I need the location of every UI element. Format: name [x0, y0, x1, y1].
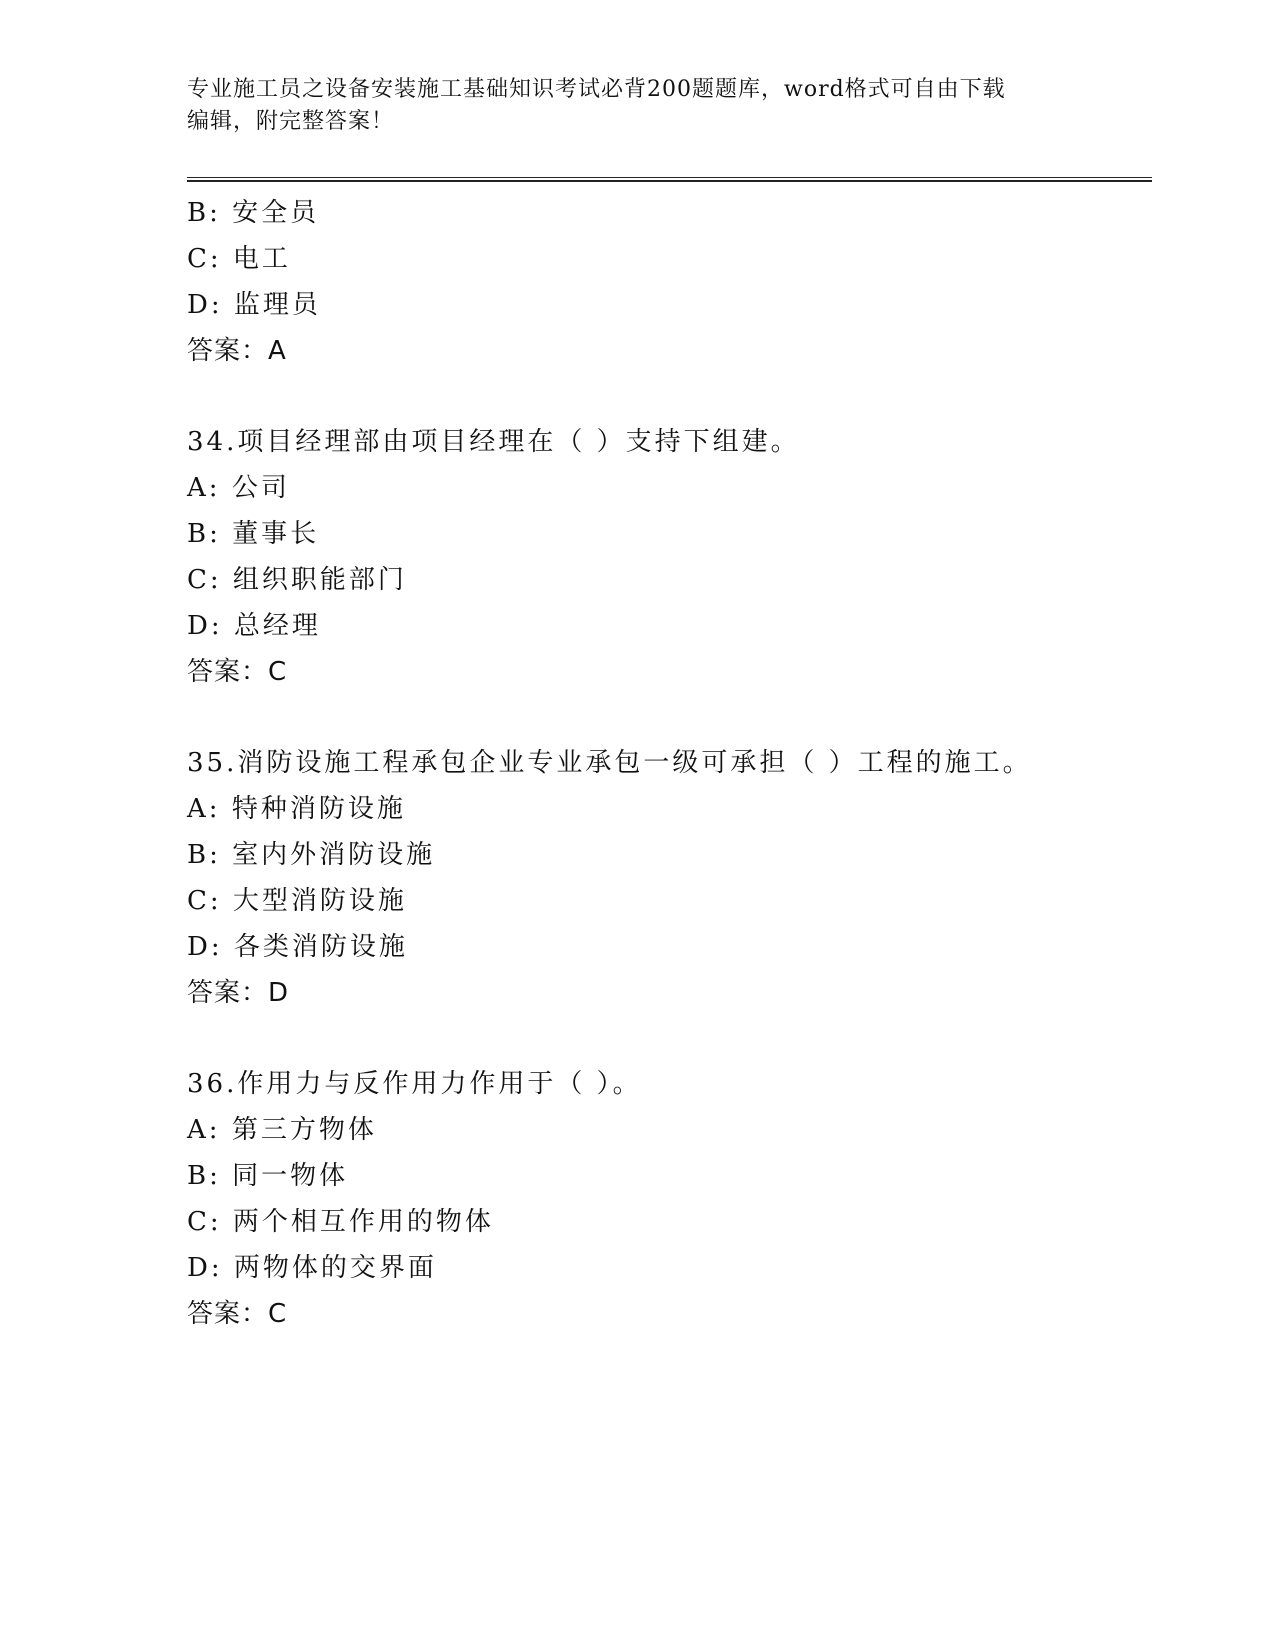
answer-line: 答案：D	[187, 978, 290, 1008]
question-stem: 34.项目经理部由项目经理在（ ）支持下组建。	[187, 427, 800, 457]
header-line-1: 专业施工员之设备安装施工基础知识考试必背200题题库，word格式可自由下载	[187, 77, 1006, 102]
question-35	[187, 740, 1147, 1016]
option-d: D: 总经理	[187, 611, 321, 641]
option-b: B: 室内外消防设施	[187, 840, 436, 870]
option-a: A: 第三方物体	[187, 1115, 377, 1145]
option-b: B: 安全员	[187, 198, 320, 228]
answer-line: 答案：A	[187, 336, 287, 366]
question-34	[187, 419, 1147, 695]
option-b: B: 董事长	[187, 519, 320, 549]
answer-line: 答案：C	[187, 657, 288, 687]
option-d: D: 监理员	[187, 290, 321, 320]
option-c: C: 大型消防设施	[187, 886, 407, 916]
header-line-2: 编辑，附完整答案！	[187, 109, 395, 134]
option-b: B: 同一物体	[187, 1161, 349, 1191]
option-c: C: 电工	[187, 244, 291, 274]
question-stem: 35.消防设施工程承包企业专业承包一级可承担（ ）工程的施工。	[187, 748, 1032, 778]
question-36	[187, 1061, 1147, 1337]
option-d: D: 两物体的交界面	[187, 1253, 437, 1283]
option-c: C: 组织职能部门	[187, 565, 407, 595]
document-header	[187, 74, 1067, 138]
answer-line: 答案：C	[187, 1299, 288, 1329]
header-divider	[187, 177, 1152, 182]
question-list	[187, 190, 1147, 1337]
question-stem: 36.作用力与反作用力作用于（ ）。	[187, 1069, 642, 1099]
option-c: C: 两个相互作用的物体	[187, 1207, 494, 1237]
option-a: A: 特种消防设施	[187, 794, 406, 824]
previous-question-tail	[187, 190, 1147, 374]
option-a: A: 公司	[187, 473, 290, 503]
option-d: D: 各类消防设施	[187, 932, 408, 962]
